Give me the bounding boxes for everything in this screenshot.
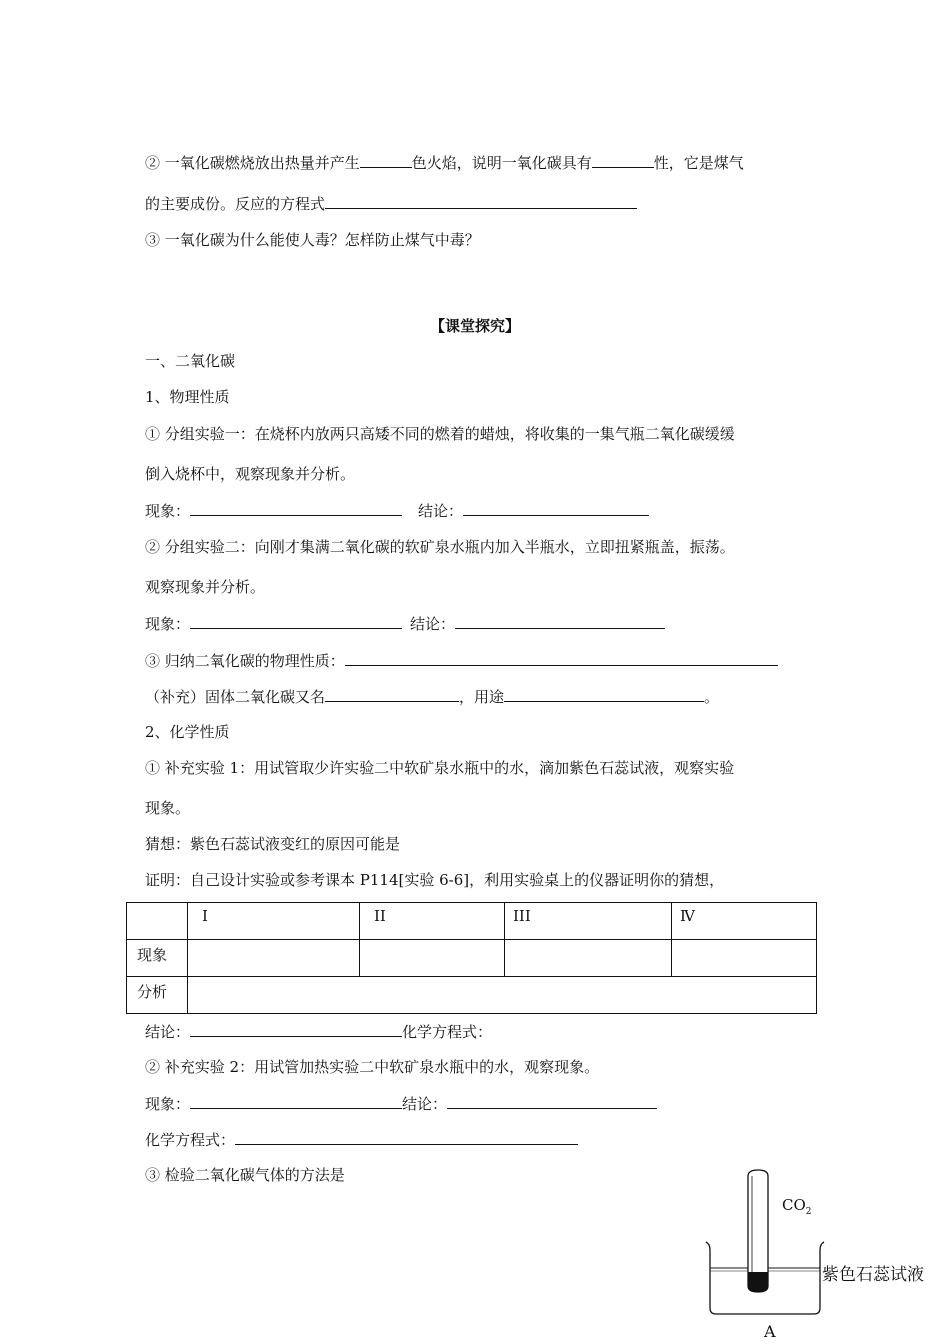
q2-blank-property[interactable] xyxy=(592,152,654,168)
section-title: 【课堂探究】 xyxy=(429,317,520,335)
co2-subscript: 2 xyxy=(805,1207,812,1217)
chem2-conclusion-blank[interactable] xyxy=(447,1093,657,1109)
question-3: ③ 一氧化碳为什么能使人毒？怎样防止煤气中毒？ xyxy=(145,231,480,249)
question-2-cont xyxy=(145,193,637,214)
equation-label: 化学方程式： xyxy=(145,1131,236,1149)
phenomenon-label: 现象： xyxy=(145,502,191,520)
exp1-conclusion-blank[interactable] xyxy=(463,500,649,516)
equation-inline-label: 化学方程式： xyxy=(402,1023,493,1041)
supp-text-b: ，用途 xyxy=(459,688,505,706)
chem2-result xyxy=(145,1093,657,1114)
q2-text-a: ② 一氧化碳燃烧放出热量并产生 xyxy=(145,154,360,172)
table-header-row xyxy=(127,903,817,940)
co2-label: $CO_2$ xyxy=(782,1196,812,1217)
supp-blank-use[interactable] xyxy=(504,686,704,702)
q2-text-b: 色火焰，说明一氧化碳具有 xyxy=(411,154,592,172)
summary-line xyxy=(145,650,778,671)
part-1-heading: 一、二氧化碳 xyxy=(145,352,236,370)
table-header-iii: III xyxy=(505,903,672,940)
summary-text: ③ 归纳二氧化碳的物理性质： xyxy=(145,652,345,670)
exp1-phenomenon-blank[interactable] xyxy=(190,500,402,516)
exp1-line-b: 倒入烧杯中，观察现象并分析。 xyxy=(145,465,356,483)
row-label-phenomenon: 现象 xyxy=(127,940,188,977)
cell-phenomenon-i[interactable] xyxy=(188,940,360,977)
exp1-line-a: ① 分组实验一：在烧杯内放两只高矮不同的燃着的蜡烛，将收集的一集气瓶二氧化碳缓缓 xyxy=(145,425,735,443)
phenomenon-label-2: 现象： xyxy=(145,615,191,633)
q2-blank-color[interactable] xyxy=(360,152,412,168)
exp2-line-a: ② 分组实验二：向刚才集满二氧化碳的软矿泉水瓶内加入半瓶水，立即扭紧瓶盖，振荡。 xyxy=(145,538,735,556)
chem1-line-b: 现象。 xyxy=(145,799,191,817)
summary-blank[interactable] xyxy=(345,650,778,666)
exp2-result xyxy=(145,613,665,634)
exp1-result xyxy=(145,500,649,521)
guess-line: 猜想：紫色石蕊试液变红的原因可能是 xyxy=(145,835,401,853)
supp-text-c: 。 xyxy=(704,688,720,706)
conclusion2-blank[interactable] xyxy=(190,1021,402,1037)
experiment-table xyxy=(126,902,817,1014)
conclusion-label-2: 结论： xyxy=(410,615,456,633)
beaker-diagram xyxy=(700,1168,950,1344)
sub-1-heading: 1、物理性质 xyxy=(145,388,230,406)
question-2 xyxy=(145,152,744,173)
figure-caption: A xyxy=(764,1322,776,1341)
supp-text-a: （补充）固体二氧化碳又名 xyxy=(145,688,326,706)
conclusion2-label: 结论： xyxy=(145,1023,191,1041)
table-header-iv: Ⅳ xyxy=(672,903,817,940)
cell-phenomenon-iv[interactable] xyxy=(672,940,817,977)
table-row-analysis xyxy=(127,977,817,1014)
litmus-label: 紫色石蕊试液 xyxy=(822,1265,924,1285)
cell-phenomenon-ii[interactable] xyxy=(360,940,505,977)
q2-text-c: 性，它是煤气 xyxy=(653,154,744,172)
sub-2-heading: 2、化学性质 xyxy=(145,723,230,741)
row-label-analysis: 分析 xyxy=(127,977,188,1014)
exp2-line-b: 观察现象并分析。 xyxy=(145,578,266,596)
chem2-line: ② 补充实验 2：用试管加热实验二中软矿泉水瓶中的水，观察现象。 xyxy=(145,1058,600,1076)
test-tube-liquid xyxy=(748,1272,768,1292)
co2-beaker-figure xyxy=(700,1168,950,1344)
exp2-phenomenon-blank[interactable] xyxy=(190,613,402,629)
conclusion3-label: 结论： xyxy=(402,1095,448,1113)
phenomenon3-label: 现象： xyxy=(145,1095,191,1113)
conclusion2-line xyxy=(145,1021,492,1042)
test-line: ③ 检验二氧化碳气体的方法是 xyxy=(145,1166,345,1184)
proof-line: 证明：自己设计实验或参考课本 P114[实验 6-6]，利用实验桌上的仪器证明你的猜想， xyxy=(145,871,725,889)
chem2-phenomenon-blank[interactable] xyxy=(190,1093,402,1109)
chem1-line-a: ① 补充实验 1：用试管取少许实验二中软矿泉水瓶中的水，滴加紫色石蕊试液，观察实验 xyxy=(145,759,735,777)
table-header-ii: II xyxy=(360,903,505,940)
q2-text-d: 的主要成份。反应的方程式 xyxy=(145,195,326,213)
table-row-phenomenon xyxy=(127,940,817,977)
table-header-i: I xyxy=(188,903,360,940)
table-header-empty xyxy=(127,903,188,940)
equation-line xyxy=(145,1129,578,1150)
cell-analysis[interactable] xyxy=(188,977,817,1014)
supp-blank-name[interactable] xyxy=(325,686,459,702)
cell-phenomenon-iii[interactable] xyxy=(505,940,672,977)
exp2-conclusion-blank[interactable] xyxy=(455,613,665,629)
q2-blank-equation[interactable] xyxy=(325,193,637,209)
equation-blank[interactable] xyxy=(235,1129,578,1145)
supplement-line xyxy=(145,686,719,707)
conclusion-label: 结论： xyxy=(418,502,464,520)
